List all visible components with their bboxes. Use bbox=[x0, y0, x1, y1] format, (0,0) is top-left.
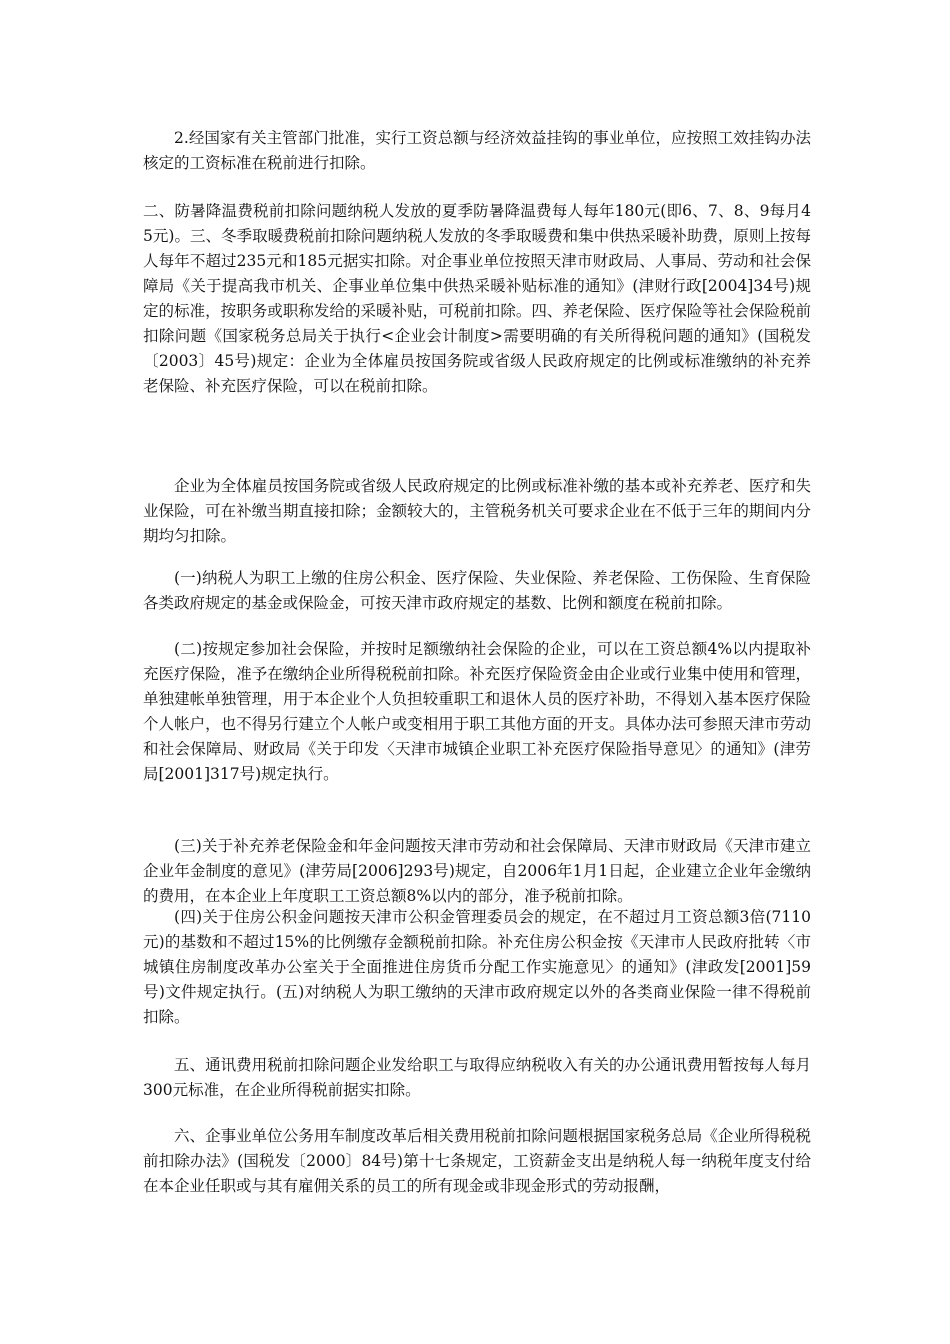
paragraph-5: (二)按规定参加社会保险，并按时足额缴纳社会保险的企业，可以在工资总额4%以内提取补充医疗保险，准予在缴纳企业所得税税前扣除。补充医疗保险资金由企业或行业集中使用和管理，单独建帐单独管理，用于本企业个人负担较重职工和退休人员的医疗补助，不得划入基本医疗保险个人帐户，也不得另行建立个人帐户或变相用于职工其他方面的开支。具体办法可参照天津市劳动和社会保障局、财政局《关于印发〈天津市城镇企业职工补充医疗保险指导意见〉的通知》(津劳局[2001]317号)规定执行。 bbox=[143, 640, 811, 783]
paragraph-9: 六、企事业单位公务用车制度改革后相关费用税前扣除问题根据国家税务总局《企业所得税税前扣除办法》(国税发〔2000〕84号)第十七条规定，工资薪金支出是纳税人每一纳税年度支付给在本企业任职或与其有雇佣关系的员工的所有现金或非现金形式的劳动报酬， bbox=[143, 1127, 811, 1195]
paragraph-4: (一)纳税人为职工上缴的住房公积金、医疗保险、失业保险、养老保险、工伤保险、生育保险各类政府规定的基金或保险金，可按天津市政府规定的基数、比例和额度在税前扣除。 bbox=[143, 569, 811, 612]
paragraph-6: (三)关于补充养老保险金和年金问题按天津市劳动和社会保障局、天津市财政局《天津市建立企业年金制度的意见》(津劳局[2006]293号)规定，自2006年1月1日起，企业建立企业年金缴纳的费用，在本企业上年度职工工资总额8%以内的部分，准予税前扣除。 bbox=[143, 837, 811, 905]
paragraph-3: 企业为全体雇员按国务院或省级人民政府规定的比例或标准补缴的基本或补充养老、医疗和失业保险，可在补缴当期直接扣除；金额较大的，主管税务机关可要求企业在不低于三年的期间内分期均匀扣除。 bbox=[143, 477, 811, 545]
paragraph-8: 五、通讯费用税前扣除问题企业发给职工与取得应纳税收入有关的办公通讯费用暂按每人每月300元标准，在企业所得税前据实扣除。 bbox=[143, 1056, 811, 1099]
paragraph-7: (四)关于住房公积金问题按天津市公积金管理委员会的规定，在不超过月工资总额3倍(7110元)的基数和不超过15%的比例缴存金额税前扣除。补充住房公积金按《天津市人民政府批转〈市城镇住房制度改革办公室关于全面推进住房货币分配工作实施意见〉的通知》(津政发[2001]59号)文件规定执行。(五)对纳税人为职工缴纳的天津市政府规定以外的各类商业保险一律不得税前扣除。 bbox=[143, 908, 811, 1026]
paragraph-1: 2.经国家有关主管部门批准，实行工资总额与经济效益挂钩的事业单位，应按照工效挂钩办法核定的工资标准在税前进行扣除。 bbox=[143, 129, 811, 172]
paragraph-2: 二、防暑降温费税前扣除问题纳税人发放的夏季防暑降温费每人每年180元(即6、7、8、9每月45元)。三、冬季取暖费税前扣除问题纳税人发放的冬季取暖费和集中供热采暖补助费，原则上按每人每年不超过235元和185元据实扣除。对企事业单位按照天津市财政局、人事局、劳动和社会保障局《关于提高我市机关、企事业单位集中供热采暖补贴标准的通知》(津财行政[2004]34号)规定的标准，按职务或职称发给的采暖补贴，可税前扣除。四、养老保险、医疗保险等社会保险税前扣除问题《国家税务总局关于执行<企业会计制度>需要明确的有关所得税问题的通知》(国税发〔2003〕45号)规定：企业为全体雇员按国务院或省级人民政府规定的比例或标准缴纳的补充养老保险、补充医疗保险，可以在税前扣除。 bbox=[143, 202, 811, 395]
